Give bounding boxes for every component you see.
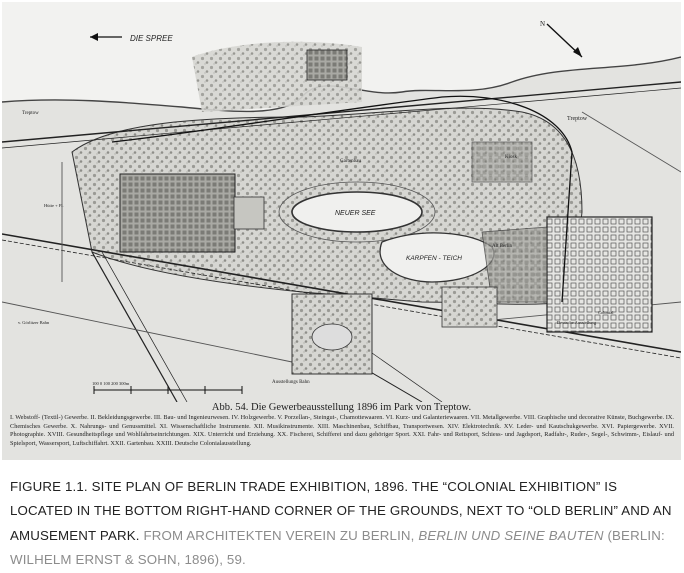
goerlitzer-bahn-label: v. Görlitzer Bahn [18, 320, 50, 325]
figure-legend: I. Webstoff- (Textil-) Gewerbe. II. Bekleidungsgewerbe. III. Bau- und Ingenieurwesen. IV. Holzgewerbe. V. Porzellan-, Steingut-, Chamottewaaren. VI. Kurz- und Galanteriewaaren. VII. Metallgewerbe. VIII. Graphische und decorative Künste, Buchgewerbe. IX. Chemisches Gewerbe. X. Nahrungs- und Genussmittel. XI. Wissenschaftliche Instrumente. XII. Musikinstrumente. XIII. Maschinenbau, Schiffbau, Transportwesen. XIV. Elektrotechnik. XV. Leder- und Kautschukgewerbe. XVI. Papiergewerbe. XVII. Photographie. XVIII. Gesundheitspflege und Wohlfahrtseinrichtungen. XIX. Unterricht und Erziehung. XX. Fischerei, Schifferei und dazu gehöriger Sport. XXI. Fahr- und Reitsport, Schiess- und Jagdsport, Radfahr-, Ruder-, Segel-, Schwimm-, Eislauf- und Spielsport, Wassersport, Luftschiffahrt. XXII. Gartenbau. XXIII. Deutsche Colonialausstellung. [10, 414, 674, 447]
figure-caption [10, 475, 674, 573]
main-exhibition-hall [120, 174, 235, 252]
north-label: N [540, 20, 546, 28]
karpfen-teich-label: KARPFEN - TEICH [406, 255, 462, 262]
caption-source-prefix: FROM ARCHITEKTEN VEREIN ZU BERLIN, [143, 527, 415, 543]
colonial-label: Colonial [598, 310, 614, 315]
neuer-see-label: NEUER SEE [335, 210, 376, 217]
site-plan-map [2, 2, 681, 402]
site-plan-plate [2, 2, 681, 460]
scale-label: 100 0 100 200 300m [92, 381, 130, 386]
alt-berlin-label: Alt Berlin [492, 244, 513, 249]
ausstellungs-bahn-label: Ausstellungs Bahn [272, 380, 310, 385]
caption-source-suffix: (BERLIN: WILHELM ERNST & SOHN, 1896), 59. [10, 527, 665, 568]
treptow-label-right: Treptow [567, 116, 588, 122]
deutsche-ausstellung-label: Deutsche Ausstellung [557, 320, 597, 325]
kiosk-label: Kiosk [505, 155, 517, 160]
caption-source-title: BERLIN UND SEINE BAUTEN [418, 527, 604, 543]
spree-label: DIE SPREE [130, 34, 173, 43]
scale-bar [94, 386, 242, 394]
gartenbau-label: Gartenbau [340, 159, 361, 164]
huette-label: Hütte + Fl. [44, 203, 64, 208]
caption-main: FIGURE 1.1. SITE PLAN OF BERLIN TRADE EXHIBITION, 1896. THE “COLONIAL EXHIBITION” IS LOCATED IN THE BOTTOM RIGHT-HAND CORNER OF THE GROUNDS, NEXT TO “OLD BERLIN” AND AN AMUSEMENT PARK. [10, 479, 672, 543]
treptow-label-left: Treptow [22, 111, 39, 116]
figure-title: Abb. 54. Die Gewerbeausstellung 1896 im Park von Treptow. [211, 402, 472, 413]
